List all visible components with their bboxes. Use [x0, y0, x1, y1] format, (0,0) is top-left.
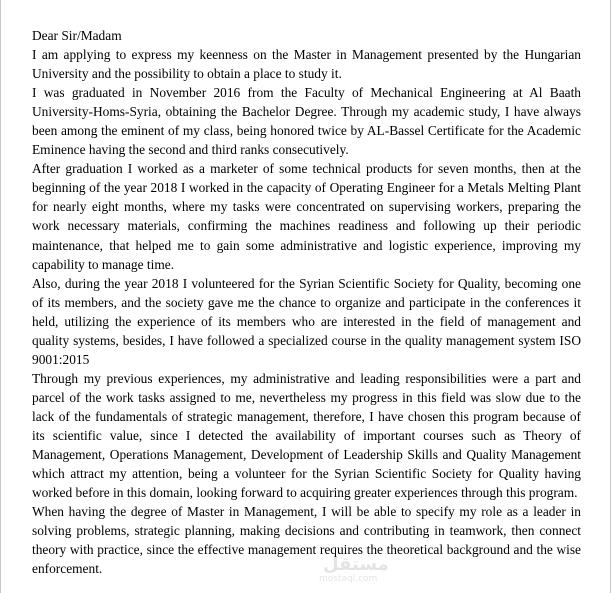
salutation: Dear Sir/Madam: [32, 28, 122, 43]
letter-body: [32, 26, 581, 578]
paragraph-goals: When having the degree of Master in Management, I will be able to specify my role as a leader in solving problems, strategic planning, making decisions and contributing in teamwork, then connect theory with practice, since the effective management requires the theoretical background and the wise enforcement.: [32, 504, 581, 577]
paragraph-work-experience: After graduation I worked as a marketer of some technical products for seven months, then at the beginning of the year 2018 I worked in the capacity of Operating Engineer for a Metals Melting Plant for nearly eight months, where my tasks were concentrated on supervising workers, preparing the work necessary materials, confirming the machines readiness and following up their periodic maintenance, that helped me to gain some administrative and logistic experience, improving my capability to manage time.: [32, 161, 581, 272]
watermark-logo: مستقل: [323, 554, 389, 575]
watermark-site: mostaql.com: [319, 574, 378, 584]
paragraph-intro: I am applying to express my keenness on the Master in Management presented by the Hungarian University and the possibility to obtain a place to study it.: [32, 47, 581, 82]
paragraph-education: I was graduated in November 2016 from the Faculty of Mechanical Engineering at Al Baath University-Homs-Syria, obtaining the Bachelor Degree. Through my academic study, I have always been among the eminent of my class, being honored twice by AL-Bassel Certificate for the Academic Eminence having the second and third ranks consecutively.: [32, 85, 581, 158]
paragraph-volunteering: Also, during the year 2018 I volunteered for the Syrian Scientific Society for Quality, becoming one of its members, and the society gave me the chance to organize and participate in the conferences it held, utilizing the experience of its members who are interested in the field of management and quality systems, besides, I have followed a specialized course in the quality management system ISO 9001:2015: [32, 275, 581, 367]
paragraph-motivation: Through my previous experiences, my administrative and leading responsibilities were a part and parcel of the work tasks assigned to me, nevertheless my progress in this field was slow due to the lack of the fundamentals of strategic management, therefore, I have chosen this program because of its scientific value, since I detected the availability of important courses such as Theory of Management, Operations Management, Development of Leadership Skills and Quality Management which attract my attention, being a volunteer for the Syrian Scientific Society for Quality having worked before in this domain, looking forward to acquiring greater experiences through this program.: [32, 370, 581, 501]
